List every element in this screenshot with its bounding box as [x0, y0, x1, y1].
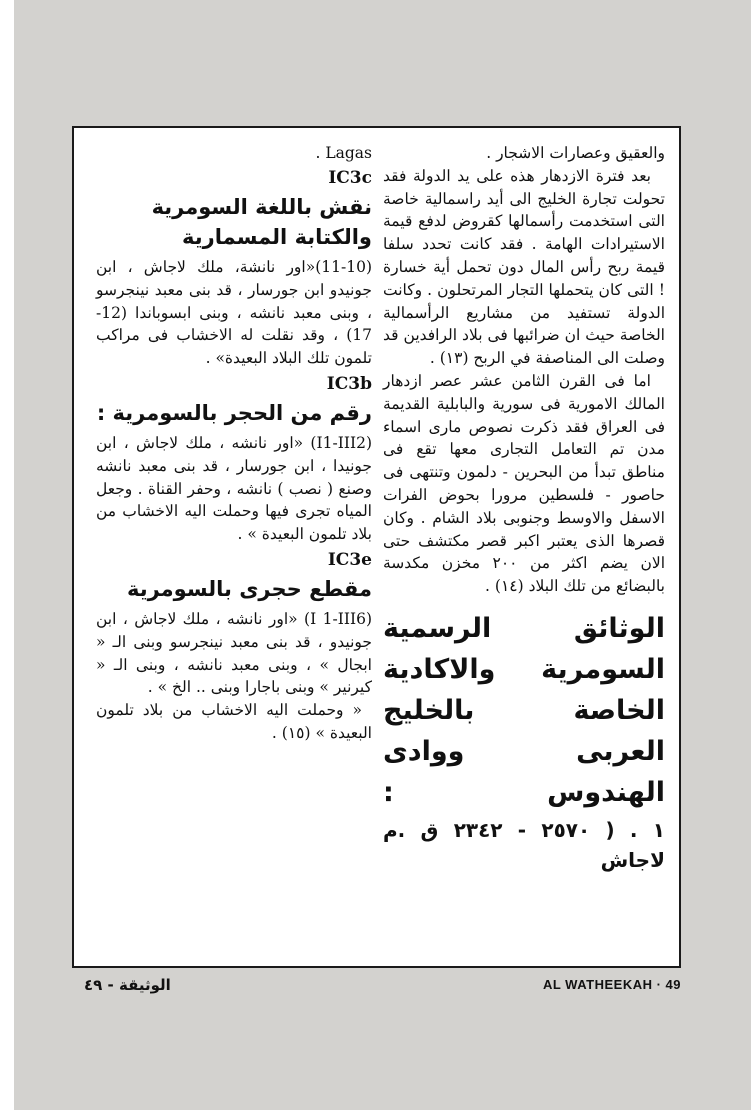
code-ic3c: IC3c: [328, 168, 372, 188]
folio-arabic: الوثيقة - ٤٩: [84, 976, 171, 994]
heading-stone-tablet: رقم من الحجر بالسومرية :: [96, 400, 372, 425]
text-block-2: (I1-III2) «اور نانشه ، ملك لاجاش ، ابن جونيدا ، ابن جورسار ، قد بنى معبد نانشه وصنع ( نصب ) نانشه ، وحفر القناة . وجعل المياه تجرى فيها وحملت اليه الاخشاب من بلاد تلمون البعيدة » .: [96, 433, 372, 544]
text-block-4: « وحملت اليه الاخشاب من بلاد تلمون البعيدة » (١٥) .: [96, 701, 372, 742]
lagas-line: . Lagas: [315, 144, 372, 162]
paragraph-1: والعقيق وعصارات الاشجار .: [486, 144, 665, 162]
text-block-3: (I 1-III6) «اور نانشه ، ملك لاجاش ، ابن جونيدو ، قد بنى معبد نينجرسو وبنى الـ « ابجال » ، وبنى معبد نانشه ، وبنى الـ « كيرنير » وبنى باجارا وبنى .. الخ » .: [96, 609, 372, 697]
heading-sumerian-inscription: نقش باللغة السومرية والكتابة المسمارية: [151, 195, 372, 249]
code-ic3e: IC3e: [327, 549, 372, 570]
folio-latin: AL WATHEEKAH · 49: [542, 977, 681, 992]
left-column: [96, 142, 372, 745]
section-heading: الوثائق الرسمية السومرية والاكادية الخاصة بالخليج العربى ووادى الهندوس :: [383, 612, 665, 808]
heading-stone-fragment: مقطع حجرى بالسومرية: [127, 576, 372, 601]
right-column: [383, 142, 665, 875]
list-item-1: ١ . ( ٢٥٧٠ - ٢٣٤٢ ق .م لاجاش: [383, 817, 665, 872]
article-page: [72, 126, 681, 968]
paragraph-3: اما فى القرن الثامن عشر عصر ازدهار المالك الامورية فى سورية والبابلية القديمة فى العراق فقد ذكرت نصوص مارى اسماء مدن تم التعامل التجارى معها تقع فى مناطق تبدأ من البحرين - دلمون وتنتهى فى حاصور - فلسطين مرورا بحوض الفرات الاسفل والاوسط وجنوبى بلاد الشام . وكان قصرها الذى يعتبر اكبر قصر مكتشف حتى الان يضم اكثر من ٢٠٠ مخزن مكدسة بالبضائع من تلك البلاد (١٤) .: [383, 371, 665, 596]
code-ic3b: IC3b: [326, 373, 372, 394]
paragraph-2: بعد فترة الازدهار هذه على يد الدولة فقد تحولت تجارة الخليج الى أيد راسمالية خاصة التى استخدمت رأسمالها كقروض لدفع قيمة الاستيرادات الهامة . فقد كانت تحدد سلفا قيمة ربح رأس المال دون تحمل أية خسارة ! التى كان يتحملها التجار المرتحلون . وكانت الدولة تستفيد من مشاريع الرأسمالية الخاصة حيث ان ضرائبها فى بلاد الرافدين قد وصلت الى المناصفة في الربح (١٣) .: [383, 166, 665, 368]
text-block-1: (11-10)«اور نانشة، ملك لاجاش ، ابن جونيدو ابن جورسار ، قد بنى معبد نينجرسو ، وبنى معبد نانشه ، وبنى ابسوباندا (12-17) ، وقد نقلت له الاخشاب فى مراكب تلمون تلك البلاد البعيدة» .: [96, 258, 372, 368]
scan-edge: [0, 0, 14, 1110]
